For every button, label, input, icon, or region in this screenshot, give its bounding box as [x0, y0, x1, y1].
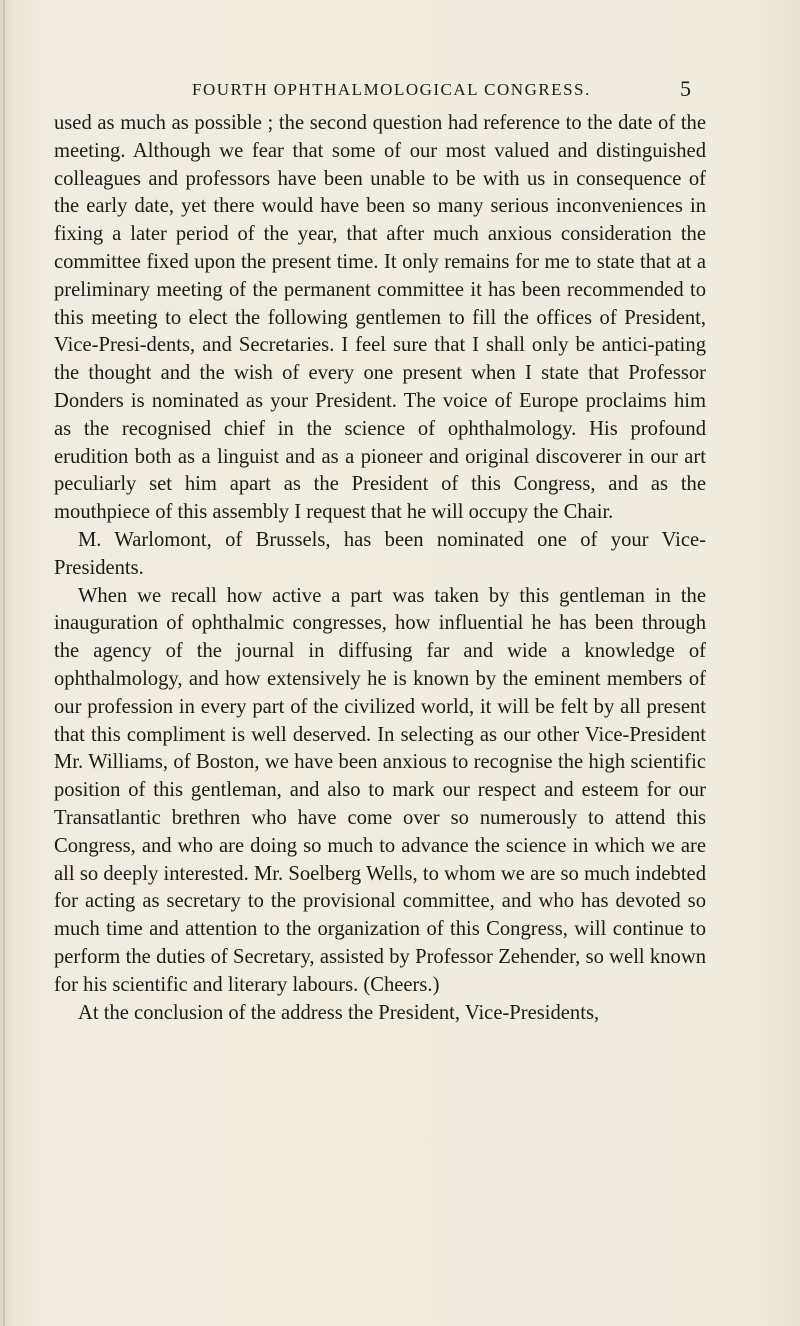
- page-number: 5: [680, 76, 691, 101]
- paragraph-conclusion: At the conclusion of the address the President, Vice-Presidents,: [78, 1001, 600, 1024]
- body-text: [54, 110, 706, 1027]
- paragraph-warlomont: M. Warlomont, of Brussels, has been nominated one of your Vice-Presidents.: [54, 528, 706, 579]
- running-head: FOURTH OPHTHALMOLOGICAL CONGRESS.: [192, 80, 591, 99]
- paragraph-recall: When we recall how active a part was taken by this gentleman in the inauguration of ophthalmic congresses, how influential he has been through the agency of the journal in diffusing far and wide a knowledge of ophthalmology, and how extensively he is known by the eminent members of our profession in every part of the civilized world, it will be felt by all present that this compliment is well deserved. In selecting as our other Vice-President Mr. Williams, of Boston, we have been anxious to recognise the high scientific position of this gentleman, and also to mark our respect and esteem for our Transatlantic brethren who have come over so numerously to attend this Congress, and who are doing so much to advance the science in which we are all so deeply interested. Mr. Soelberg Wells, to whom we are so much indebted for acting as secretary to the provisional committee, and who has devoted so much time and attention to the organization of this Congress, will continue to perform the duties of Secretary, assisted by Professor Zehender, so well known for his scientific and literary labours. (Cheers.): [54, 584, 706, 996]
- paragraph-continuation: used as much as possible ; the second question had reference to the date of the meeting. Although we fear that some of our most valued and distinguished colleagues and professors have been unable to be with us in consequence of the early date, yet there would have been so many serious inconveniences in fixing a later period of the year, that after much anxious consideration the committee fixed upon the present time. It only remains for me to state that at a preliminary meeting of the permanent committee it has been recommended to this meeting to elect the following gentlemen to fill the offices of President, Vice-Presi-dents, and Secretaries. I feel sure that I shall only be antici-pating the thought and the wish of every one present when I state that Professor Donders is nominated as your President. The voice of Europe proclaims him as the recognised chief in the science of ophthalmology. His profound erudition both as a linguist and as a pioneer and original discoverer in our art peculiarly set him apart as the President of this Congress, and as the mouthpiece of this assembly I request that he will occupy the Chair.: [54, 112, 706, 524]
- page-gutter: [3, 0, 5, 1326]
